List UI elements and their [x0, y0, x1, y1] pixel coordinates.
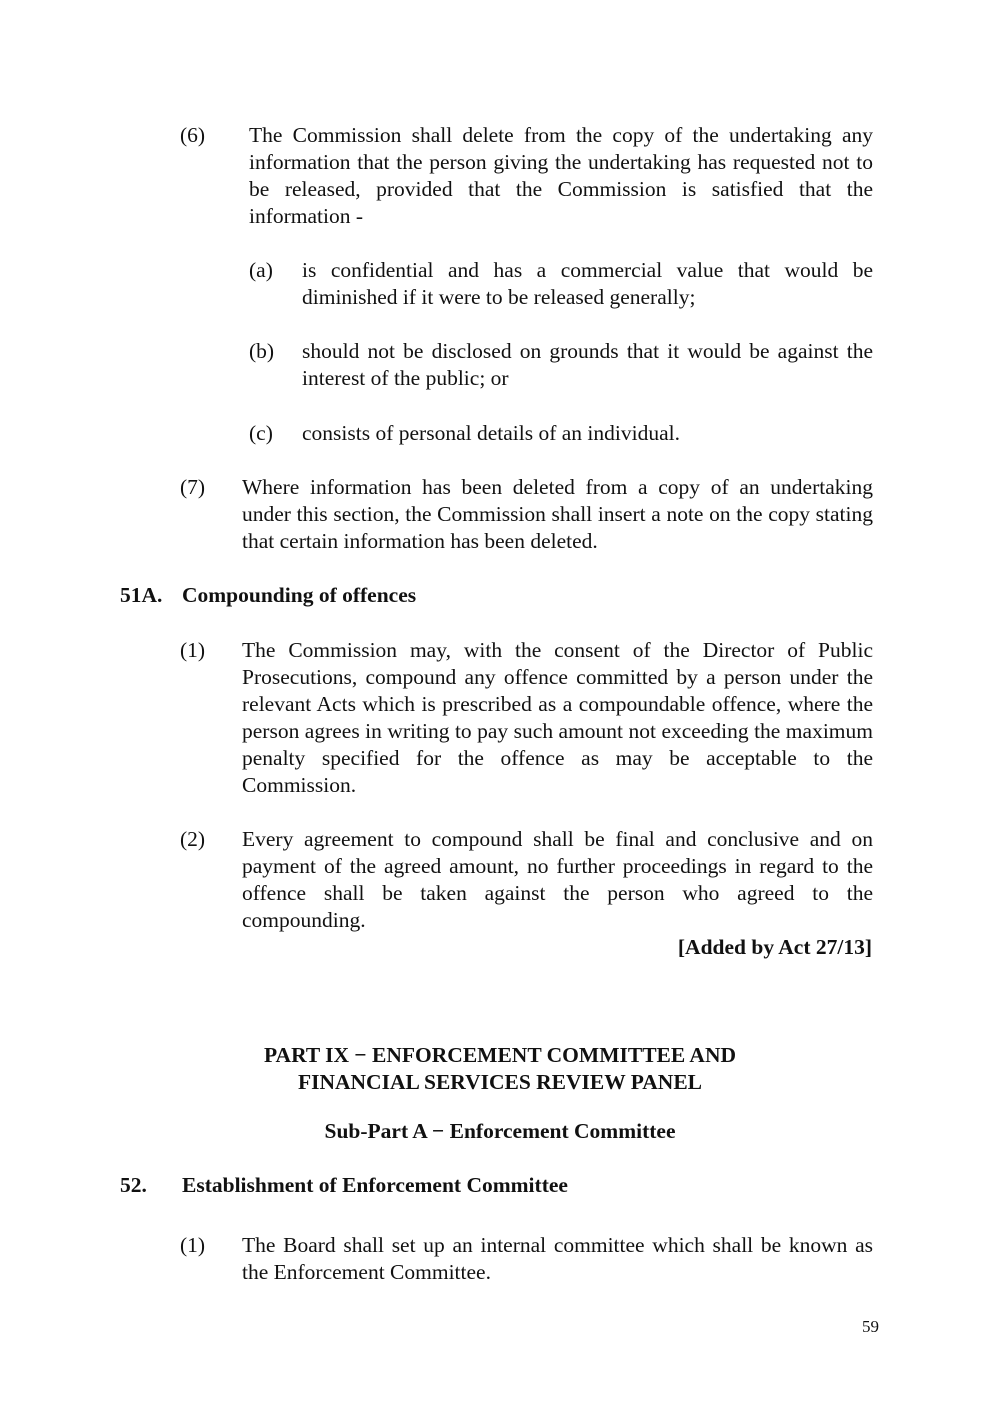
part-heading-line2: FINANCIAL SERVICES REVIEW PANEL: [297, 1070, 703, 1094]
item-label: (b): [249, 339, 275, 363]
item-text: is confidential and has a commercial value that would be diminished if it were to be released generally;: [302, 258, 873, 309]
page-number: 59: [862, 1317, 879, 1336]
paragraph-number: (7): [180, 475, 206, 499]
paragraph-number: (2): [180, 827, 206, 851]
paragraph-text: Where information has been deleted from a copy of an undertaking under this section, the Commission shall insert a note on the copy stating that certain information has been deleted.: [242, 475, 873, 553]
paragraph-number: (6): [180, 123, 206, 147]
section-number: 52.: [120, 1173, 147, 1197]
amendment-note: [Added by Act 27/13]: [677, 935, 872, 959]
subpart-heading: Sub-Part A − Enforcement Committee: [324, 1119, 676, 1143]
paragraph-text: The Board shall set up an internal committee which shall be known as the Enforcement Committee.: [242, 1233, 873, 1284]
paragraph-text: The Commission shall delete from the copy of the undertaking any information that the person giving the undertaking has requested not to be released, provided that the Commission is satisfied that the information -: [249, 123, 873, 228]
item-text: should not be disclosed on grounds that it would be against the interest of the public; or: [302, 339, 873, 390]
item-label: (a): [249, 258, 273, 282]
paragraph-text: The Commission may, with the consent of the Director of Public Prosecutions, compound any offence committed by a person under the relevant Acts which is prescribed as a compoundable offence, where the person agrees in writing to pay such amount not exceeding the maximum penalty specified for the offence as may be acceptable to the Commission.: [242, 638, 873, 797]
paragraph-number: (1): [180, 638, 206, 662]
section-number: 51A.: [120, 583, 163, 607]
section-title: Establishment of Enforcement Committee: [182, 1173, 568, 1197]
item-label: (c): [249, 421, 273, 445]
paragraph-text: Every agreement to compound shall be final and conclusive and on payment of the agreed amount, no further proceedings in regard to the offence shall be taken against the person who agreed to the compounding.: [242, 827, 873, 932]
item-text: consists of personal details of an individual.: [302, 421, 680, 445]
part-heading-line1: PART IX − ENFORCEMENT COMMITTEE AND: [264, 1043, 736, 1067]
section-title: Compounding of offences: [182, 583, 417, 607]
paragraph-number: (1): [180, 1233, 206, 1257]
